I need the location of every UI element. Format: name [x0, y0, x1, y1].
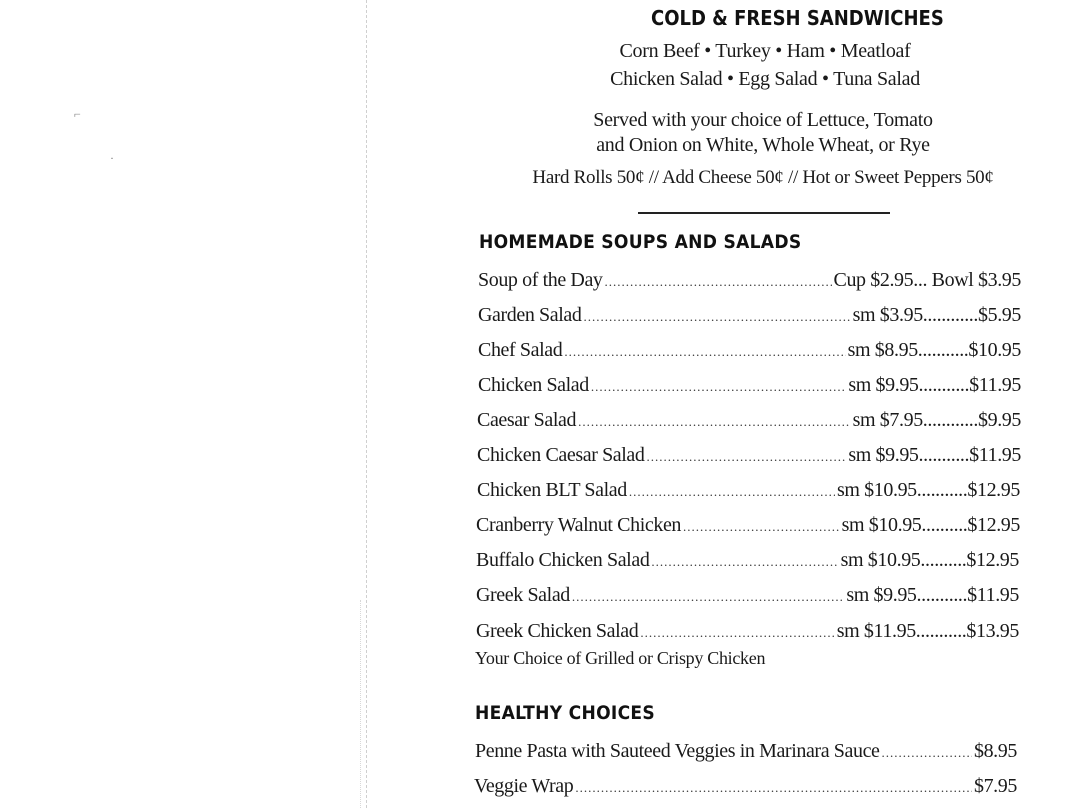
page-fold-line-lower: [360, 600, 361, 808]
menu-item-price: Cup $2.95... Bowl $3.95: [833, 269, 1021, 291]
dot-leader: [651, 550, 838, 574]
dot-leader: [572, 585, 844, 609]
menu-item: [476, 548, 1019, 574]
menu-item-price: sm $9.95...........$11.95: [846, 584, 1019, 606]
menu-item-price: sm $10.95...........$12.95: [837, 479, 1020, 501]
menu-item: [478, 303, 1021, 329]
dot-leader: [882, 741, 972, 765]
menu-item: [478, 373, 1021, 399]
menu-item: [478, 338, 1021, 364]
menu-item-name: Buffalo Chicken Salad: [476, 549, 650, 571]
chicken-choice-note: Your Choice of Grilled or Crispy Chicken: [475, 648, 766, 668]
menu-item-name: Greek Chicken Salad: [476, 620, 639, 642]
scan-speck: ⌐: [74, 107, 81, 121]
soups-salads-title: HOMEMADE SOUPS AND SALADS: [479, 231, 802, 253]
menu-item: [477, 408, 1021, 434]
menu-item-price: sm $3.95............$5.95: [852, 304, 1021, 326]
menu-item: [475, 739, 1017, 765]
dot-leader: [591, 375, 847, 399]
menu-item-price: sm $8.95...........$10.95: [847, 339, 1021, 361]
menu-item-price: sm $10.95..........$12.95: [840, 549, 1019, 571]
menu-item-name: Cranberry Walnut Chicken: [476, 514, 682, 536]
menu-item-price: sm $7.95............$9.95: [852, 409, 1021, 431]
menu-item-name: Chicken Caesar Salad: [477, 444, 645, 466]
menu-item: [477, 478, 1020, 504]
menu-item-name: Greek Salad: [476, 584, 570, 606]
menu-item: [477, 443, 1021, 469]
menu-item-name: Garden Salad: [478, 304, 582, 326]
page-fold-line: [366, 0, 367, 808]
menu-item: [476, 513, 1020, 539]
dot-leader: [647, 445, 847, 469]
dot-leader: [683, 515, 840, 539]
sandwiches-list-line-1: Corn Beef • Turkey • Ham • Meatloaf: [619, 40, 911, 62]
scan-speck: ·: [110, 151, 114, 165]
dot-leader: [605, 270, 832, 294]
sandwiches-served-line-2: and Onion on White, Whole Wheat, or Rye: [596, 134, 930, 156]
menu-item-name: Chicken Salad: [478, 374, 589, 396]
dot-leader: [584, 305, 851, 329]
menu-item: [476, 583, 1019, 609]
sandwiches-list-line-2: Chicken Salad • Egg Salad • Tuna Salad: [610, 68, 920, 90]
sandwiches-served-line-1: Served with your choice of Lettuce, Tomato: [593, 109, 933, 131]
dot-leader: [564, 340, 845, 364]
dot-leader: [575, 776, 972, 800]
menu-item-name: Soup of the Day: [478, 269, 603, 291]
menu-item-name: Chicken BLT Salad: [477, 479, 627, 501]
menu-item: [476, 619, 1019, 645]
menu-item-price: sm $10.95..........$12.95: [841, 514, 1020, 536]
menu-item-price: $7.95: [973, 775, 1017, 797]
sandwiches-extras: Hard Rolls 50¢ // Add Cheese 50¢ // Hot or Sweet Peppers 50¢: [532, 167, 994, 188]
dot-leader: [578, 410, 851, 434]
menu-item-name: Caesar Salad: [477, 409, 577, 431]
sandwiches-title: COLD & FRESH SANDWICHES: [651, 6, 944, 30]
menu-item-name: Penne Pasta with Sauteed Veggies in Marinara Sauce: [475, 740, 880, 762]
menu-item-price: sm $9.95...........$11.95: [848, 374, 1021, 396]
menu-item-name: Chef Salad: [478, 339, 563, 361]
healthy-choices-title: HEALTHY CHOICES: [475, 702, 656, 724]
menu-item-name: Veggie Wrap: [474, 775, 574, 797]
dot-leader: [629, 480, 835, 504]
menu-item-price: sm $9.95...........$11.95: [848, 444, 1021, 466]
menu-item: [478, 268, 1021, 294]
menu-item-price: sm $11.95...........$13.95: [836, 620, 1019, 642]
dot-leader: [640, 621, 834, 645]
menu-item-price: $8.95: [973, 740, 1017, 762]
section-divider: [638, 212, 890, 214]
menu-item: [474, 774, 1017, 800]
